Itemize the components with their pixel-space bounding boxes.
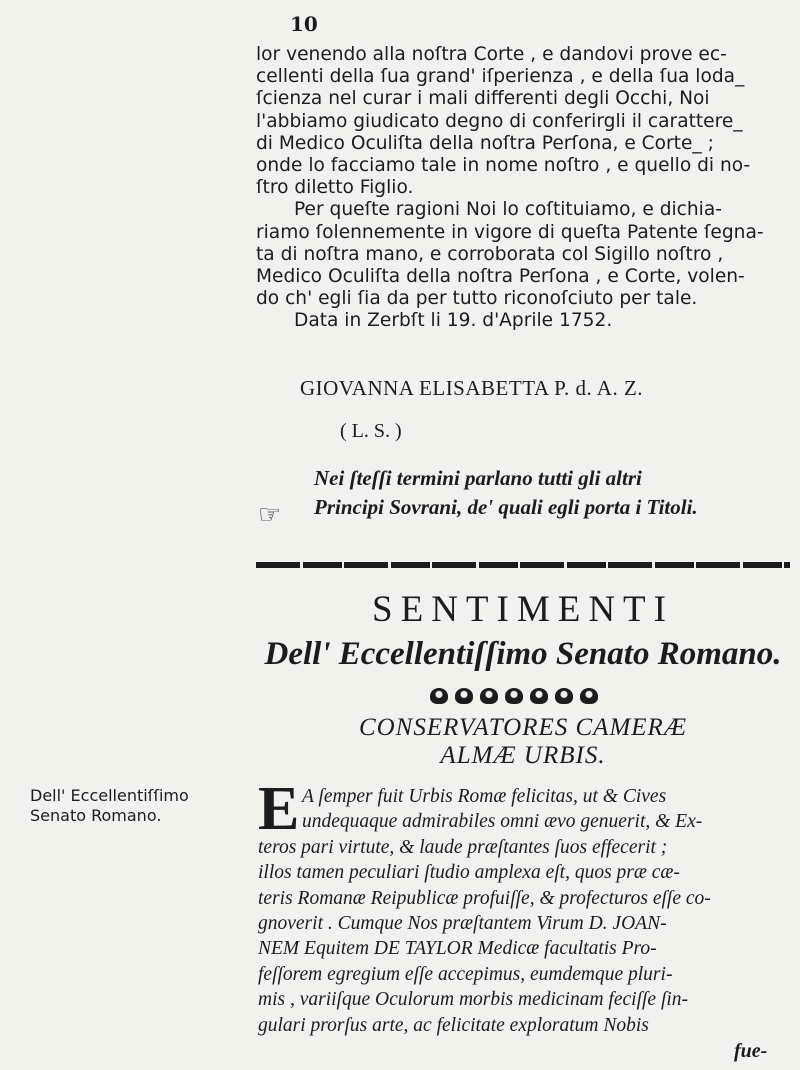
text-line: A ſemper fuit Urbis Romæ felicitas, ut & Cives [302, 786, 667, 807]
italian-patent-text [256, 44, 792, 333]
page-number: 10 [290, 12, 318, 36]
text-line: Medico Oculiſta della noſtra Perſona , e Corte, volen- [256, 266, 745, 288]
text-line: NEM Equitem DE TAYLOR Medicæ facultatis Pro- [258, 938, 657, 960]
margin-line: Dell' Eccellentiſſimo [30, 786, 189, 805]
marginal-note [30, 786, 246, 826]
text-line: l'abbiamo giudicato degno di conferirgli il carattere_ [256, 110, 743, 132]
text-line: cellenti della ſua grand' iſperienza , e della ſua loda_ [256, 66, 745, 88]
addressee-line: ALMÆ URBIS. [440, 742, 606, 769]
text-line: gnoverit . Cumque Nos præſtantem Virum D. JOAN- [258, 913, 667, 935]
decorative-rule [256, 562, 790, 568]
text-line: mis , variiſque Oculorum morbis medicinam feciſſe ſin- [258, 989, 689, 1011]
addressee-line: CONSERVATORES CAMERÆ [358, 714, 688, 741]
text-line: ta di noſtra mano, e corroborata col Sigillo noſtro , [256, 243, 724, 265]
text-line: lor venendo alla noſtra Corte , e dandovi prove ec- [256, 44, 727, 65]
text-line: riamo ſolennemente in vigore di queſta Patente ſegna- [256, 221, 764, 243]
drop-cap: E [258, 775, 300, 843]
text-line: onde lo facciamo tale in nome noſtro , e quello di no- [256, 155, 751, 177]
latin-text [258, 784, 794, 1038]
date-line: Data in Zerbſt li 19. d'Aprile 1752. [294, 310, 613, 332]
note-line: Nei ſteſſi termini parlano tutti gli altri [314, 466, 642, 490]
margin-line: Senato Romano. [30, 806, 162, 825]
text-line: do ch' egli ſia da per tutto riconoſciuto per tale. [256, 288, 698, 310]
text-line: Per queſte ragioni Noi lo coſtituiamo, e dichia- [294, 199, 722, 221]
text-line: gulari prorſus arte, ac felicitate exploratum Nobis [258, 1014, 649, 1036]
section-subheading: Dell' Eccellentiſſimo Senato Romano. [264, 636, 782, 672]
text-line: di Medico Oculiſta della noſtra Perſona, e Corte_ ; [256, 132, 714, 154]
manicule-icon: ☞ [258, 500, 282, 530]
note-line: Principi Sovrani, de' quali egli porta i Titoli. [314, 495, 698, 519]
text-line: illos tamen peculiari ſtudio amplexa eſt, quos præ cæ- [258, 862, 680, 884]
seal-mark: ( L. S. ) [340, 420, 402, 442]
text-line: teros pari virtute, & laude præſtantes ſuos effecerit ; [258, 836, 668, 858]
italic-note [314, 464, 698, 522]
text-line: ſtro diletto Figlio. [256, 177, 414, 199]
section-heading: SENTIMENTI [372, 589, 674, 630]
text-line: teris Romanæ Reipublicæ profuiſſe, & profecturos eſſe co- [258, 887, 711, 909]
signature-line: GIOVANNA ELISABETTA P. d. A. Z. [300, 376, 644, 400]
ornament-icon [430, 685, 598, 707]
text-line: undequaque admirabiles omni ævo genuerit, & Ex- [302, 811, 703, 833]
catchword: fue- [734, 1040, 768, 1062]
text-line: feſſorem egregium eſſe accepimus, eumdemque pluri- [258, 963, 673, 985]
text-line: ſcienza nel curar i mali differenti degli Occhi, Noi [256, 88, 710, 110]
